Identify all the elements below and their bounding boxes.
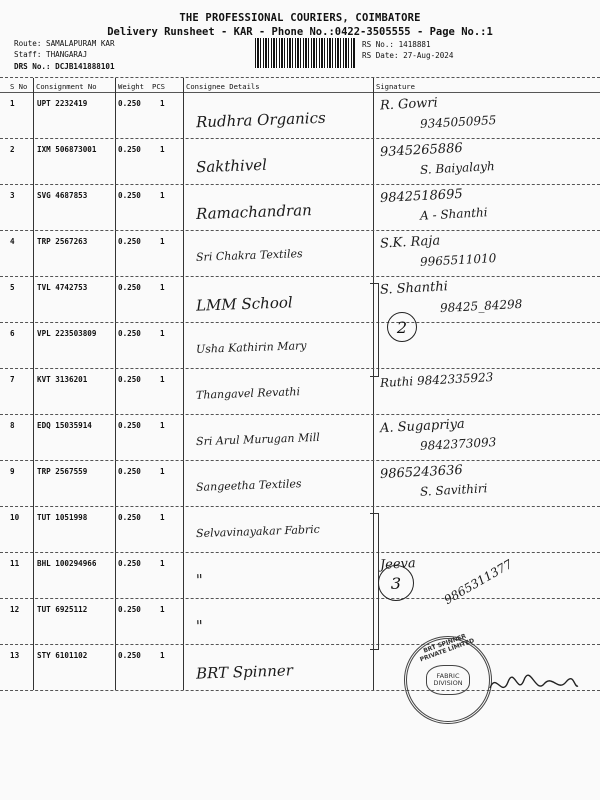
col-consignment-header: Consignment No	[36, 82, 97, 91]
row-sno: 8	[10, 421, 15, 430]
row-weight: 0.250	[118, 191, 141, 200]
row-signature-line2: 9842373093	[419, 435, 497, 453]
row-weight: 0.250	[118, 283, 141, 292]
row-pcs: 1	[160, 191, 165, 200]
staff-label: Staff: THANGARAJ	[14, 50, 88, 59]
row-consignment-no: TUT 1051998	[37, 513, 88, 522]
col-consignee-header: Consignee Details	[186, 82, 260, 91]
row-signature-line2: 98425_84298	[439, 296, 523, 316]
row-weight: 0.250	[118, 513, 141, 522]
row-signature-line2: 9865311377	[441, 556, 515, 608]
row-sno: 13	[10, 651, 20, 660]
row-consignee-handwritten: "	[195, 570, 204, 590]
row-pcs: 1	[160, 651, 165, 660]
header-divider-top	[0, 77, 600, 78]
row-signature-line1: Ruthi 9842335923	[379, 370, 494, 390]
row-sno: 7	[10, 375, 15, 384]
row-consignment-no: UPT 2232419	[37, 99, 88, 108]
row-weight: 0.250	[118, 145, 141, 154]
row-signature-line1: Jeeva	[379, 556, 417, 573]
barcode	[255, 38, 355, 68]
row-signature-line1: 9865243636	[379, 462, 464, 483]
row-consignment-no: TRP 2567263	[37, 237, 88, 246]
row-divider	[0, 230, 600, 231]
row-consignee-handwritten: Sri Arul Murugan Mill	[195, 430, 321, 449]
stamp-ring-text: BRT SPINNER PRIVATE LIMITED	[419, 632, 476, 664]
runsheet-subtitle: Delivery Runsheet - KAR - Phone No.:0422-3505555 - Page No.:1	[107, 26, 493, 38]
row-signature-line1: 9345265886	[379, 140, 464, 161]
scribble-signature	[488, 668, 580, 704]
row-pcs: 1	[160, 559, 165, 568]
row-consignee-handwritten: Sri Chakra Textiles	[195, 247, 303, 264]
row-consignee-handwritten: Usha Kathirin Mary	[195, 339, 307, 356]
company-title: THE PROFESSIONAL COURIERS, COIMBATORE	[179, 12, 421, 24]
row-signature-line1: A. Sugapriya	[379, 416, 466, 437]
route-label: Route: SAMALAPURAM KAR	[14, 39, 115, 48]
row-consignee-handwritten: Ramachandran	[195, 200, 313, 224]
row-consignment-no: TRP 2567559	[37, 467, 88, 476]
row-consignee-handwritten: BRT Spinner	[195, 661, 294, 683]
row-signature-line2: A - Shanthi	[419, 205, 488, 223]
row-divider	[0, 184, 600, 185]
row-divider	[0, 368, 600, 369]
header-divider-bottom	[0, 92, 600, 93]
row-consignee-handwritten: Thangavel Revathi	[195, 385, 301, 402]
row-pcs: 1	[160, 145, 165, 154]
row-signature-line1: R. Gowri	[379, 95, 439, 114]
row-consignee-handwritten: Sangeetha Textiles	[195, 477, 302, 494]
row-sno: 11	[10, 559, 20, 568]
row-weight: 0.250	[118, 329, 141, 338]
row-consignment-no: IXM 506873001	[37, 145, 97, 154]
row-pcs: 1	[160, 421, 165, 430]
row-divider	[0, 552, 600, 553]
row-weight: 0.250	[118, 559, 141, 568]
row-divider	[0, 460, 600, 461]
row-weight: 0.250	[118, 237, 141, 246]
stamp-inner-text: FABRIC DIVISION	[426, 665, 470, 695]
row-sno: 2	[10, 145, 15, 154]
row-divider	[0, 276, 600, 277]
col-signature-header: Signature	[376, 82, 415, 91]
row-weight: 0.250	[118, 421, 141, 430]
row-consignment-no: STY 6101102	[37, 651, 88, 660]
col-weight-header: Weight	[118, 82, 144, 91]
row-sno: 9	[10, 467, 15, 476]
row-consignment-no: TVL 4742753	[37, 283, 88, 292]
row-pcs: 1	[160, 467, 165, 476]
row-weight: 0.250	[118, 375, 141, 384]
row-signature-line1: S. Shanthi	[379, 279, 449, 298]
row-pcs: 1	[160, 375, 165, 384]
rs-number: RS No.: 1418881	[362, 40, 431, 49]
row-weight: 0.250	[118, 651, 141, 660]
row-divider	[0, 138, 600, 139]
row-consignee-handwritten: LMM School	[195, 293, 293, 315]
group-number-circle: 3	[378, 565, 414, 601]
row-consignee-handwritten: "	[195, 616, 204, 636]
row-consignment-no: BHL 100294966	[37, 559, 97, 568]
row-sno: 1	[10, 99, 15, 108]
row-consignee-handwritten: Sakthivel	[195, 155, 268, 177]
row-pcs: 1	[160, 283, 165, 292]
row-pcs: 1	[160, 237, 165, 246]
row-sno: 5	[10, 283, 15, 292]
row-sno: 6	[10, 329, 15, 338]
rs-date: RS Date: 27-Aug-2024	[362, 51, 454, 60]
row-signature-line2: S. Baiyalayh	[419, 159, 495, 177]
row-consignment-no: VPL 223503809	[37, 329, 97, 338]
drs-number: DRS No.: DCJB141888101	[14, 62, 115, 71]
row-divider	[0, 644, 600, 645]
row-consignment-no: KVT 3136201	[37, 375, 88, 384]
row-weight: 0.250	[118, 467, 141, 476]
row-signature-line1: S.K. Raja	[379, 233, 441, 252]
group-bracket	[370, 283, 379, 377]
row-divider	[0, 598, 600, 599]
row-pcs: 1	[160, 329, 165, 338]
row-sno: 10	[10, 513, 20, 522]
row-divider	[0, 506, 600, 507]
col-pcs-header: PCS	[152, 82, 165, 91]
col-sno-header: S No	[10, 82, 28, 91]
row-pcs: 1	[160, 605, 165, 614]
row-sno: 4	[10, 237, 15, 246]
row-signature-line1: 9842518695	[379, 186, 464, 207]
row-pcs: 1	[160, 513, 165, 522]
row-signature-line2: S. Savithiri	[419, 481, 488, 499]
row-consignment-no: EDQ 15035914	[37, 421, 92, 430]
row-weight: 0.250	[118, 605, 141, 614]
row-divider	[0, 414, 600, 415]
row-signature-line2: 9345050955	[419, 113, 497, 131]
row-sno: 12	[10, 605, 20, 614]
row-signature-line2: 9965511010	[419, 251, 497, 269]
row-consignment-no: SVG 4687853	[37, 191, 88, 200]
row-consignment-no: TUT 6925112	[37, 605, 88, 614]
group-number-circle: 2	[387, 312, 417, 342]
row-weight: 0.250	[118, 99, 141, 108]
row-divider	[0, 322, 600, 323]
row-sno: 3	[10, 191, 15, 200]
row-consignee-handwritten: Selvavinayakar Fabric	[195, 522, 321, 541]
row-pcs: 1	[160, 99, 165, 108]
row-consignee-handwritten: Rudhra Organics	[195, 108, 326, 132]
